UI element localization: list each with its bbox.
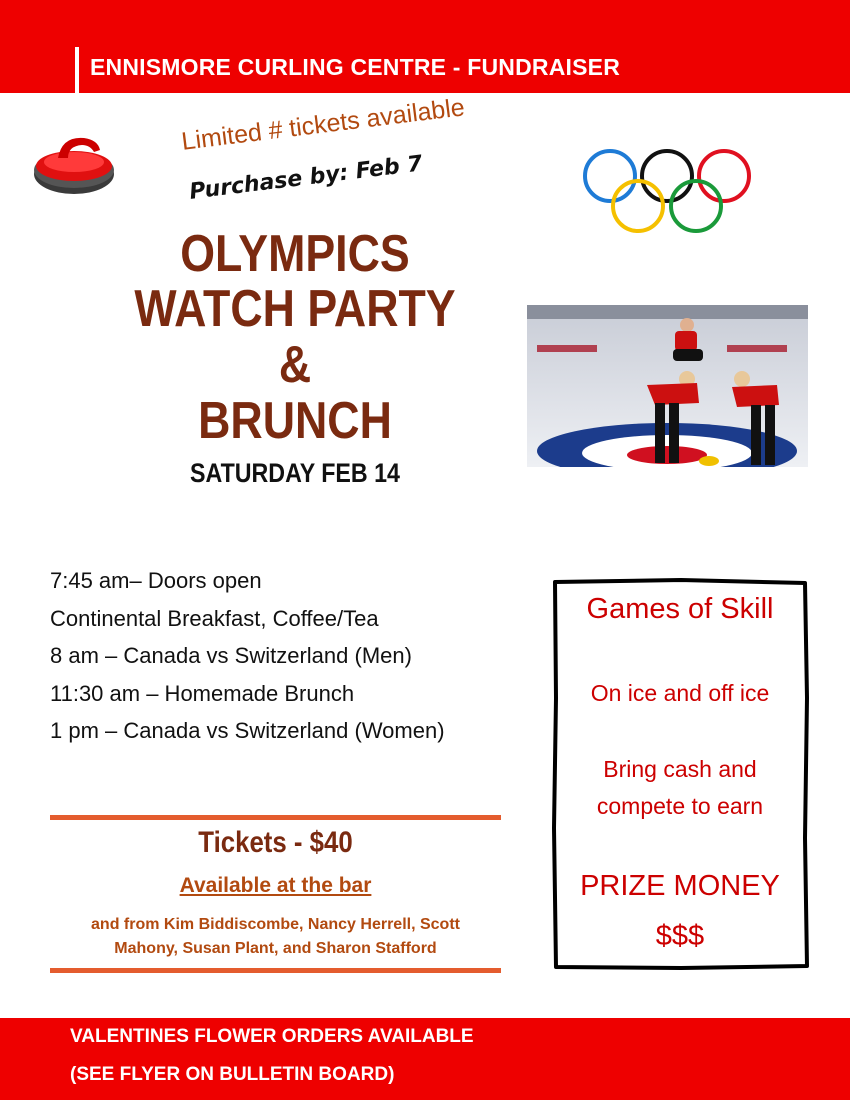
footer-line: VALENTINES FLOWER ORDERS AVAILABLE: [70, 1026, 474, 1047]
tickets-sellers: [55, 913, 496, 961]
headline-olympics: OLYMPICS: [180, 225, 410, 283]
tickets-availability: Available at the bar: [179, 874, 372, 897]
headline-watch-party: WATCH PARTY: [134, 280, 456, 338]
schedule-item: 1 pm – Canada vs Switzerland (Women): [50, 718, 445, 743]
header-banner: [0, 0, 850, 93]
tickets-price: Tickets - $40: [198, 826, 353, 859]
tickets-top-rule: [50, 815, 501, 820]
skill-line: Bring cash and: [603, 756, 757, 782]
curling-stone-icon: [28, 128, 120, 198]
prize-dollars: $$$: [655, 920, 705, 952]
skill-line: compete to earn: [596, 793, 764, 819]
purchase-deadline: Purchase by: Feb 7: [188, 151, 424, 205]
schedule-item: 8 am – Canada vs Switzerland (Men): [50, 643, 412, 668]
schedule-item: 11:30 am – Homemade Brunch: [50, 680, 355, 706]
header-accent-bar: [75, 47, 79, 93]
skill-title: Games of Skill: [586, 593, 774, 625]
schedule-item: 7:45 am– Doors open: [50, 568, 262, 593]
olympic-rings-icon: [582, 148, 754, 238]
header-title: ENNISMORE CURLING CENTRE - FUNDRAISER: [90, 54, 621, 80]
footer-line: (SEE FLYER ON BULLETIN BOARD): [70, 1064, 395, 1085]
footer-banner: [0, 1018, 850, 1100]
sellers-line: Mahony, Susan Plant, and Sharon Stafford: [114, 940, 437, 957]
schedule-item: Continental Breakfast, Coffee/Tea: [50, 605, 379, 631]
event-date: SATURDAY FEB 14: [190, 458, 400, 488]
skill-line: On ice and off ice: [590, 680, 770, 706]
headline-ampersand: &: [278, 336, 312, 394]
schedule-list: [50, 562, 445, 750]
limited-tickets-note: Limited # tickets available: [180, 93, 467, 156]
sellers-line: and from Kim Biddiscombe, Nancy Herrell, Scott: [91, 916, 460, 933]
tickets-bottom-rule: [50, 968, 501, 973]
prize-money: PRIZE MONEY: [580, 870, 780, 902]
curling-photo: [527, 305, 808, 467]
headline-brunch: BRUNCH: [198, 392, 392, 450]
